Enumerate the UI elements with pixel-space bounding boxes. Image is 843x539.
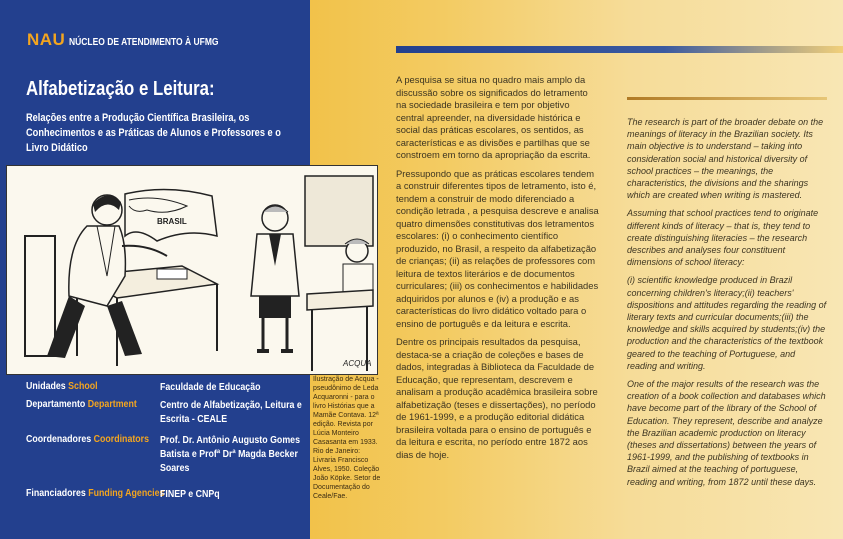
portuguese-paragraph: A pesquisa se situa no quadro mais amplo da discussão sobre os significados do letramento na sociedade brasileira e tem por objetivo central apreender, na diversidade histórica e social das práticas escolares, os sentidos, as características e as divisões e partilhas que se constroem em torno da apropriação da escrita. (396, 74, 591, 160)
financiadores-label-pt: Financiadores (26, 487, 86, 499)
portuguese-paragraph: Dentre os principais resultados da pesquisa, destaca-se a criação de coleções e bases de dados, integradas à Biblioteca da Faculdade de Educação, que representam, descrevem e analisam a produção acadêmica brasileira sobre alfabetização (teses e dissertações), no período de 1961-1999, e a produção editorial didática brasileira voltada para o ensino de português e da leitura e escrita, no período entre 1872 aos dias de hoje. (396, 336, 598, 460)
illustration-caption: Ilustração de Acqua - pseudônimo de Leda Acquaronni - para o livro Histórias que a Mamãe Contava. 12ª edição. Revista por Lúcia Monteiro Casasanta em 1933. Rio de Janeiro: Livraria Francisco Alves, 1950. Coleção João Köpke. Setor de Documentação do Ceale/Fae. (313, 376, 381, 500)
nucleo-label: NÚCLEO DE ATENDIMENTO À UFMG (69, 37, 219, 48)
coordenadores-label-pt: Coordenadores (26, 433, 92, 445)
english-text (627, 116, 827, 494)
departamento-label-pt: Departamento (26, 398, 86, 410)
meta-unidades-label (26, 380, 98, 392)
unidades-value: Faculdade de Educação (160, 381, 261, 393)
unidades-label-pt: Unidades (26, 380, 66, 392)
meta-coordenadores-label (26, 433, 149, 445)
english-paragraph: The research is part of the broader debate on the meanings of literacy in the Brazilian society. Its main objective is to understand – taking into consideration social and historical diversity of school practices – the meanings, the characteristics, the divisions and the sharings which are created when writing is mastered. (627, 117, 824, 201)
financiadores-value: FINEP e CNPq (160, 488, 220, 500)
top-divider-bar (396, 46, 843, 53)
departamento-label-en: Department (87, 398, 137, 410)
english-paragraph: One of the major results of the research was the creation of a book collection and databases which have become part of the library of the School of Education. They represent, describe and analyze the Brazilian academic production on literacy (theses and dissertations) between the years of 1961-1999, and the publishing of textbooks in Brazil aimed at the teaching of portuguese, reading and writing, from 1872 until these days. (627, 379, 826, 487)
illustrator-signature: ACQUA (343, 359, 372, 368)
page-subtitle: Relações entre a Produção Científica Brasileira, os Conhecimentos e as Práticas de Alunos e Professores e o Livro Didático (26, 112, 281, 154)
nau-logo: NAU (27, 30, 66, 49)
coordenadores-label-en: Coordinators (93, 433, 150, 445)
meta-departamento-label (26, 398, 137, 410)
classroom-illustration (6, 165, 378, 375)
english-paragraph: (i) scientific knowledge produced in Brazil concerning children's literacy;(ii) teachers' dispositions and attitudes regarding the reading of literary texts and curricular documents;(iii) the knowledge and skills acquired by students;(iv) the production and the characteristics of the textbook geared to the teaching of Portuguese, and reading and writing. (627, 275, 827, 371)
english-paragraph: Assuming that school practices tend to originate different kinds of literacy – that is, they tend to create distinguishing literacies – the research describes and analyses four constituent dimensions of school literacy: (627, 208, 819, 268)
portuguese-text (396, 74, 600, 467)
meta-financiadores-label (26, 487, 164, 499)
departamento-value: Centro de Alfabetização, Leitura e Escrita - CEALE (160, 399, 302, 425)
page-title: Alfabetização e Leitura: (26, 78, 215, 100)
portuguese-paragraph: Pressupondo que as práticas escolares tendem a construir diferentes tipos de letramento, isto é, tendem a construir de modo diferenciado a condição letrada , a pesquisa descreve e analisa quatro dimensões constitutivas dos letramentos escolares: (i) o conhecimento científico produzido, no Brasil, a respeito da alfabetização de crianças; (ii) as relações de professores com leitura de textos literários e de documentos curriculares; (iii) os conhecimentos e habilidades adquiridos por alunos e (iv) a produção e as características do livro didático voltado para o ensino de português e da leitura e escrita. (396, 167, 599, 329)
english-divider-bar (627, 97, 827, 100)
financiadores-label-en: Funding Agencies (88, 487, 165, 499)
unidades-label-en: School (68, 380, 98, 392)
classroom-drawing (7, 166, 377, 374)
header (27, 30, 245, 50)
coordenadores-value: Prof. Dr. Antônio Augusto Gomes Batista e Profª Drª Magda Becker Soares (160, 434, 300, 474)
map-label: BRASIL (157, 217, 187, 226)
